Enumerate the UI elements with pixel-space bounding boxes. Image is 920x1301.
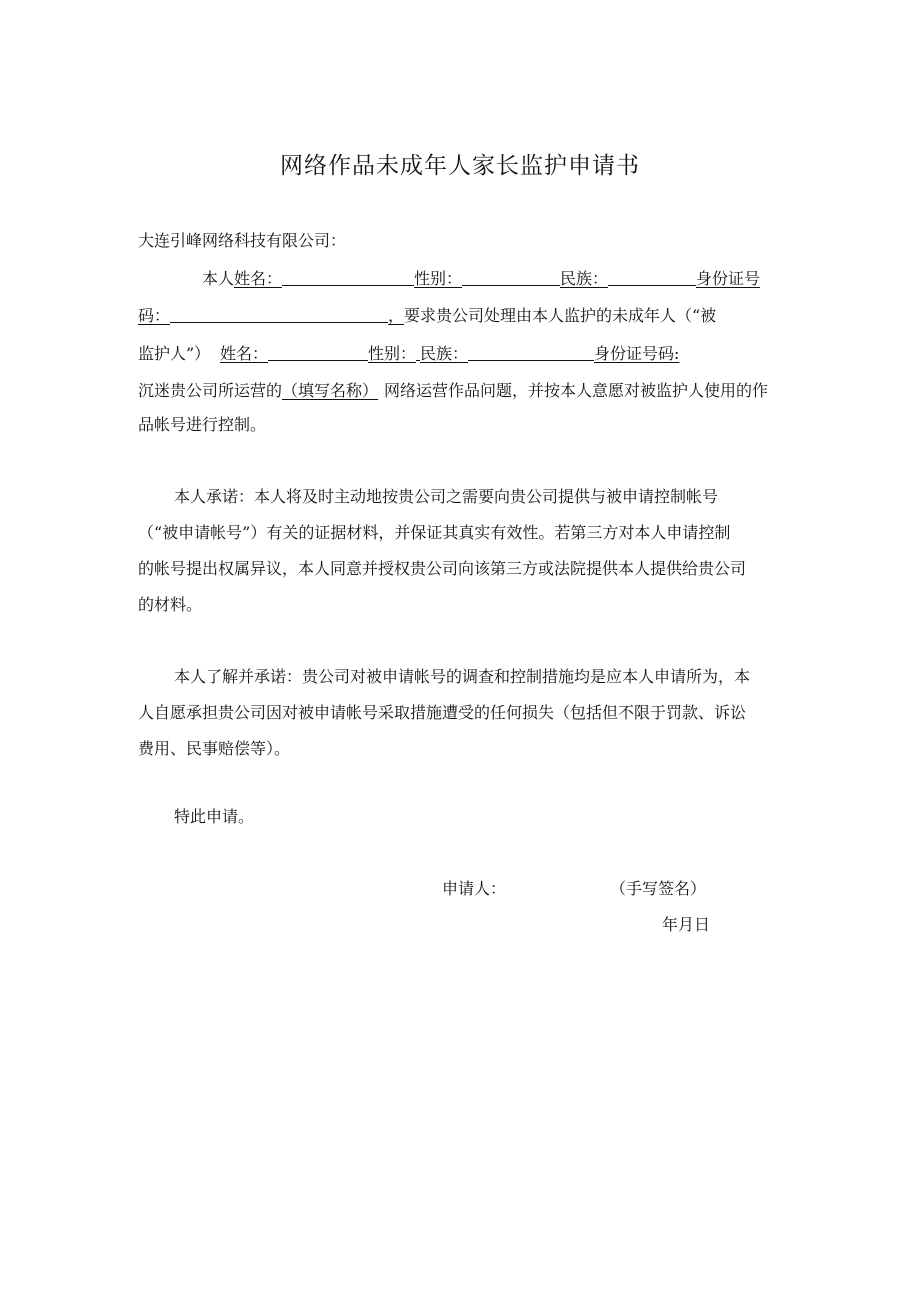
commitment1-line-2: （“被申请帐号”）有关的证据材料，并保证其真实有效性。若第三方对本人申请控制: [138, 523, 731, 542]
addressee: 大连引峰网络科技有限公司：: [138, 231, 347, 250]
closing-statement: 特此申请。: [174, 807, 255, 826]
ward-id-label: 身份证号码:: [594, 344, 680, 363]
request-comma: ，: [388, 306, 405, 325]
ward-gender-label: 性别：: [368, 344, 417, 363]
applicant-signature-label: 申请人：: [442, 879, 507, 898]
applicant-id-label-part2: 码：: [138, 306, 171, 325]
work-name-placeholder: （填写名称）: [282, 381, 379, 400]
applicant-name-field[interactable]: [282, 267, 414, 286]
ward-prefix: 监护人”）: [138, 344, 211, 363]
addicted-suffix: 网络运营作品问题，并按本人意愿对被监护人使用的作: [384, 381, 769, 400]
ward-ethnicity-label: 民族：: [420, 344, 469, 363]
addicted-prefix: 沉迷贵公司所运营的: [138, 381, 283, 400]
ward-name-label: 姓名：: [220, 344, 269, 363]
applicant-ethnicity-field[interactable]: [608, 267, 696, 286]
commitment2-line-1: 本人了解并承诺：贵公司对被申请帐号的调查和控制措施均是应本人申请所为，本: [174, 667, 751, 686]
commitment1-line-4: 的材料。: [138, 595, 203, 614]
applicant-name-label-group: [202, 267, 282, 291]
applicant-ethnicity-label: 民族：: [560, 269, 609, 288]
commitment1-line-1: 本人承诺：本人将及时主动地按贵公司之需要向贵公司提供与被申请控制帐号: [174, 487, 719, 506]
ward-ethnicity-field[interactable]: [468, 342, 594, 361]
applicant-name-label: 本人姓名：: [202, 269, 283, 288]
applicant-id-field[interactable]: [170, 304, 388, 323]
date-label: 年月日: [662, 915, 711, 934]
commitment2-line-2: 人自愿承担贵公司因对被申请帐号采取措施遭受的任何损失（包括但不限于罚款、诉讼: [138, 703, 747, 722]
addicted-last: 品帐号进行控制。: [138, 415, 267, 434]
applicant-gender-label: 性别：: [414, 269, 463, 288]
commitment1-line-3: 的帐号提出权属异议，本人同意并授权贵公司向该第三方或法院提供本人提供给贵公司: [138, 559, 747, 578]
document-title: 网络作品未成年人家长监护申请书: [280, 153, 640, 179]
commitment2-line-3: 费用、民事赔偿等）。: [138, 739, 291, 758]
applicant-id-label-part1: 身份证号: [696, 269, 761, 288]
request-text: 要求贵公司处理由本人监护的未成年人（“被: [404, 306, 717, 325]
ward-name-field[interactable]: [268, 342, 368, 361]
handwritten-signature-note: （手写签名）: [610, 879, 707, 898]
applicant-name-label-text: 姓名：: [234, 269, 283, 288]
applicant-gender-field[interactable]: [462, 267, 560, 286]
